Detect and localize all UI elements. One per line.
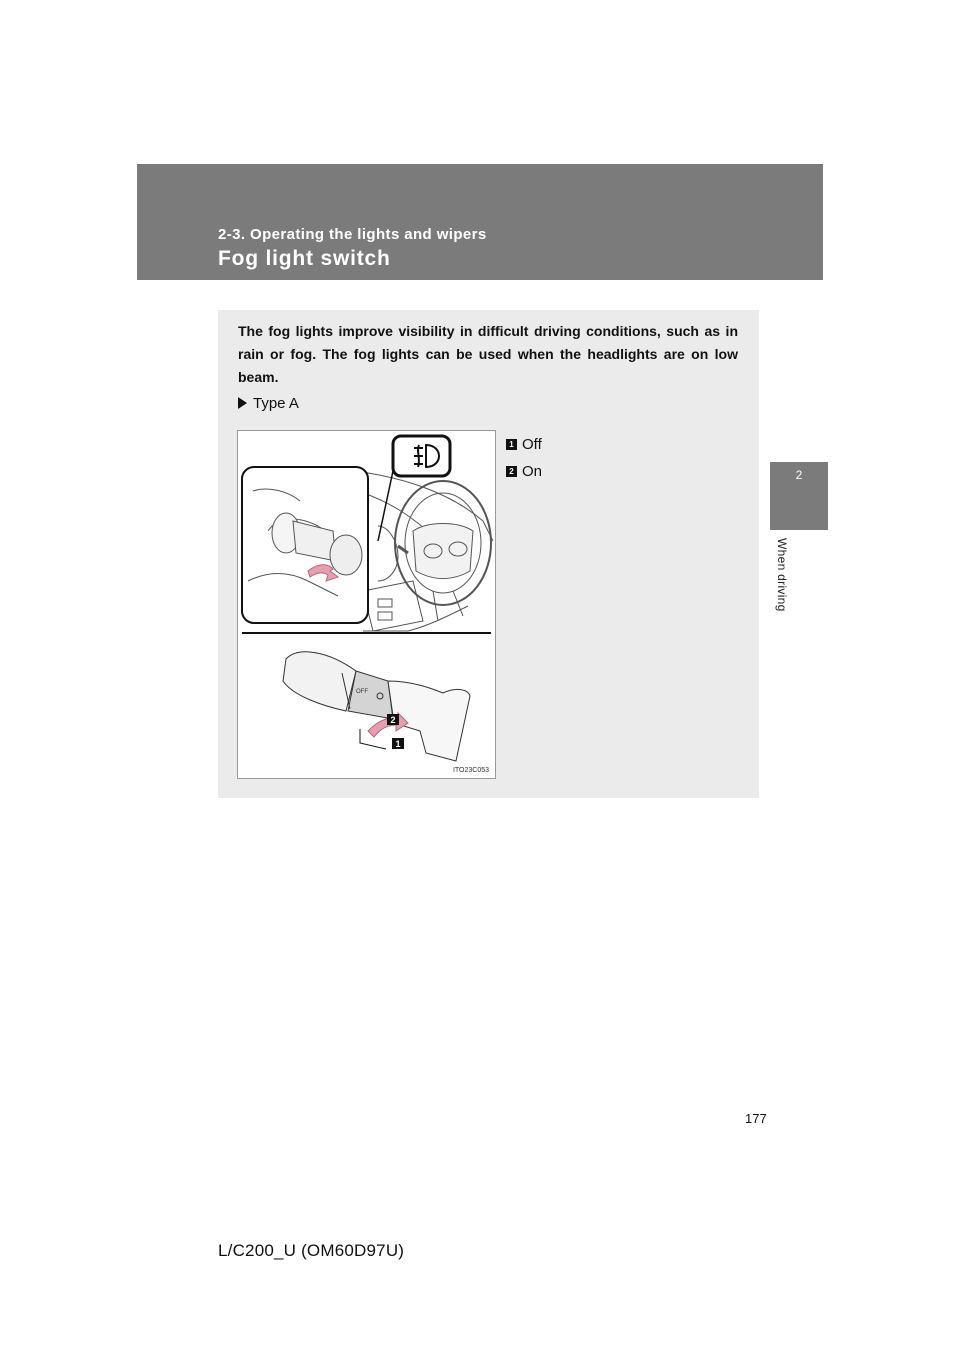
legend-item-on [506,458,542,485]
switch-illustration-svg [238,431,495,778]
type-heading [238,395,299,412]
chapter-tab-number: 2 [795,468,803,482]
lever-closeup-drawing [283,652,470,761]
legend [506,431,542,485]
legend-badge-2: 2 [506,466,517,477]
type-heading-label: Type A [253,395,299,412]
legend-item-off [506,431,542,458]
page-title: Fog light switch [218,247,391,270]
legend-badge-1: 1 [506,439,517,450]
chapter-tab[interactable] [770,462,828,530]
figure-badge-2-text: 2 [390,715,396,725]
legend-label-off: Off [522,436,542,453]
figure-code: ITO23C053 [452,767,489,774]
lever-off-text: OFF [356,689,368,695]
document-code: L/C200_U (OM60D97U) [218,1241,405,1260]
legend-label-on: On [522,463,543,480]
figure-badge-1-text: 1 [395,739,401,749]
page-number: 177 [745,1111,767,1126]
section-label: 2-3. Operating the lights and wipers [218,226,487,243]
content-box [218,310,759,798]
dashboard-drawing [353,471,493,631]
intro-text: The fog lights improve visibility in difficult driving conditions, such as in rain or fog. The fog lights can be used when the headlights are on low beam. [238,323,738,385]
chapter-tab-label: When driving [775,538,789,612]
triangle-bullet-icon [238,397,247,409]
fog-light-switch-illustration [237,430,496,779]
